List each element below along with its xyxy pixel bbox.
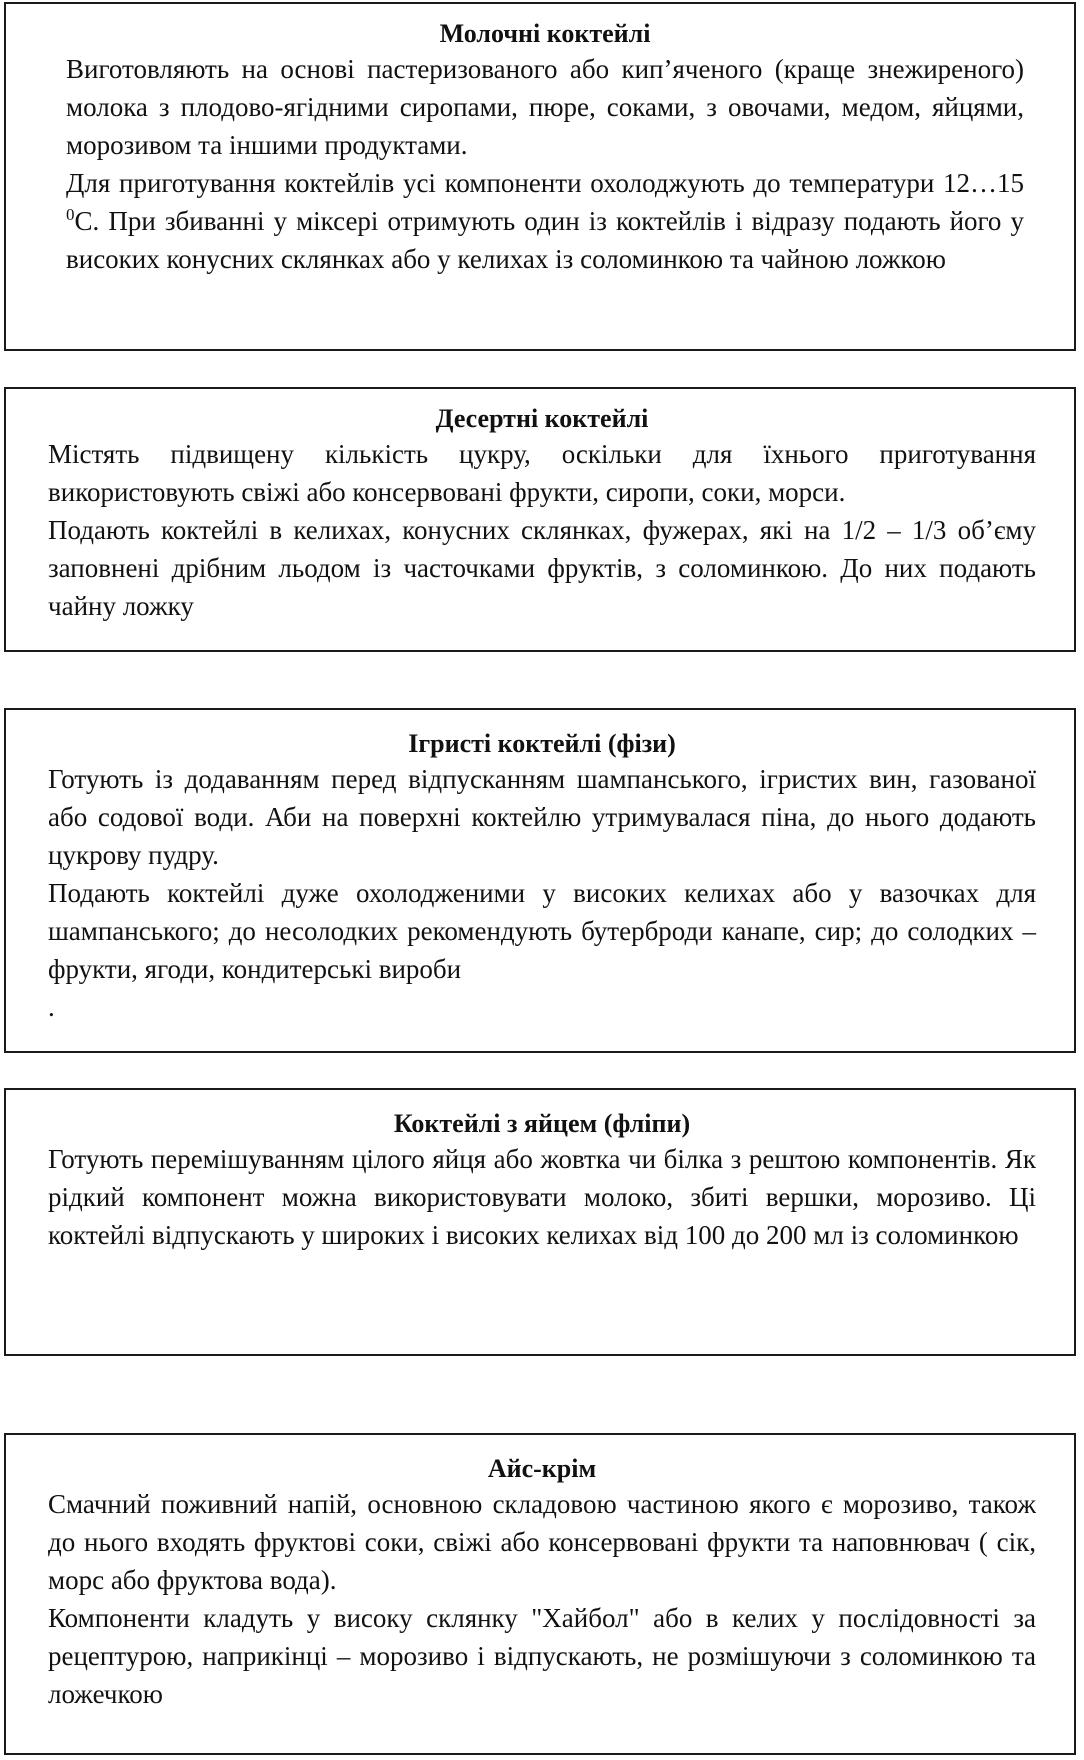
card-body [48, 760, 1036, 1026]
info-card-egg-cocktails [4, 1088, 1076, 1356]
card-title: Молочні коктейлі [439, 19, 651, 48]
paragraph: Готують із додаванням перед відпусканням шампанського, ігристих вин, газованої або содової води. Аби на поверхні коктейлю утримувалася піна, до нього додають цукрову пудру. [48, 764, 1036, 870]
paragraph: Подають коктейлі дуже охолодженими у високих келихах або у вазочках для шампанського; до несолодких рекомендують бутерброди канапе, сир; до солодких – фрукти, ягоди, кондитерські вироби [48, 878, 1036, 984]
info-card-dessert-cocktails [4, 387, 1076, 652]
degree-superscript: 0 [66, 205, 75, 224]
stray-dot: . [48, 992, 55, 1022]
card-title: Ігристі коктейлі (фізи) [408, 729, 676, 758]
paragraph-text: Для приготування коктейлів усі компоненти охолоджують до температури 12…15 [66, 168, 1024, 198]
paragraph: Компоненти кладуть у високу склянку "Хайбол" або в келих у послідовності за рецептурою, наприкінці – морозиво і відпускають, не розмішуючи з соломинкою та ложечкою [48, 1603, 1036, 1709]
paragraph: Виготовляють на основі пастеризованого або кип’яченого (краще знежиреного) молока з плодово-ягідними сиропами, пюре, соками, з овочами, медом, яйцями, морозивом та іншими продуктами. [66, 54, 1024, 160]
paragraph-text: С. При збиванні у міксері отримують один із коктейлів і відразу подають його у високих конусних склянках або у келихах із соломинкою та чайною ложкою [66, 206, 1024, 274]
paragraph: Подають коктейлі в келихах, конусних склянках, фужерах, які на 1/2 – 1/3 об’єму заповнені дрібним льодом із часточками фруктів, з соломинкою. До них подають чайну ложку [48, 515, 1036, 621]
paragraph: Містять підвищену кількість цукру, оскільки для їхнього приготування використовують свіжі або консервовані фрукти, сиропи, соки, морси. [48, 439, 1036, 507]
card-title: Коктейлі з яйцем (фліпи) [393, 1109, 691, 1138]
info-card-sparkling-cocktails [4, 708, 1076, 1053]
card-body [48, 1485, 1036, 1713]
card-title: Айс-крім [487, 1454, 597, 1483]
card-body [66, 50, 1024, 278]
paragraph: Готують перемішуванням цілого яйця або жовтка чи білка з рештою компонентів. Як рідкий компонент можна використовувати молоко, збиті вершки, морозиво. Ці коктейлі відпускають у широких і високих келихах від 100 до 200 мл із соломинкою [48, 1144, 1036, 1250]
card-title: Десертні коктейлі [435, 404, 649, 433]
paragraph [66, 164, 1024, 278]
info-card-milk-cocktails [4, 2, 1076, 351]
info-card-ice-cream [4, 1433, 1076, 1755]
paragraph: Смачний поживний напій, основною складовою частиною якого є морозиво, також до нього входять фруктові соки, свіжі або консервовані фрукти та наповнювач ( сік, морс або фруктова вода). [48, 1489, 1036, 1595]
card-body [48, 1140, 1036, 1254]
card-body [48, 435, 1036, 625]
